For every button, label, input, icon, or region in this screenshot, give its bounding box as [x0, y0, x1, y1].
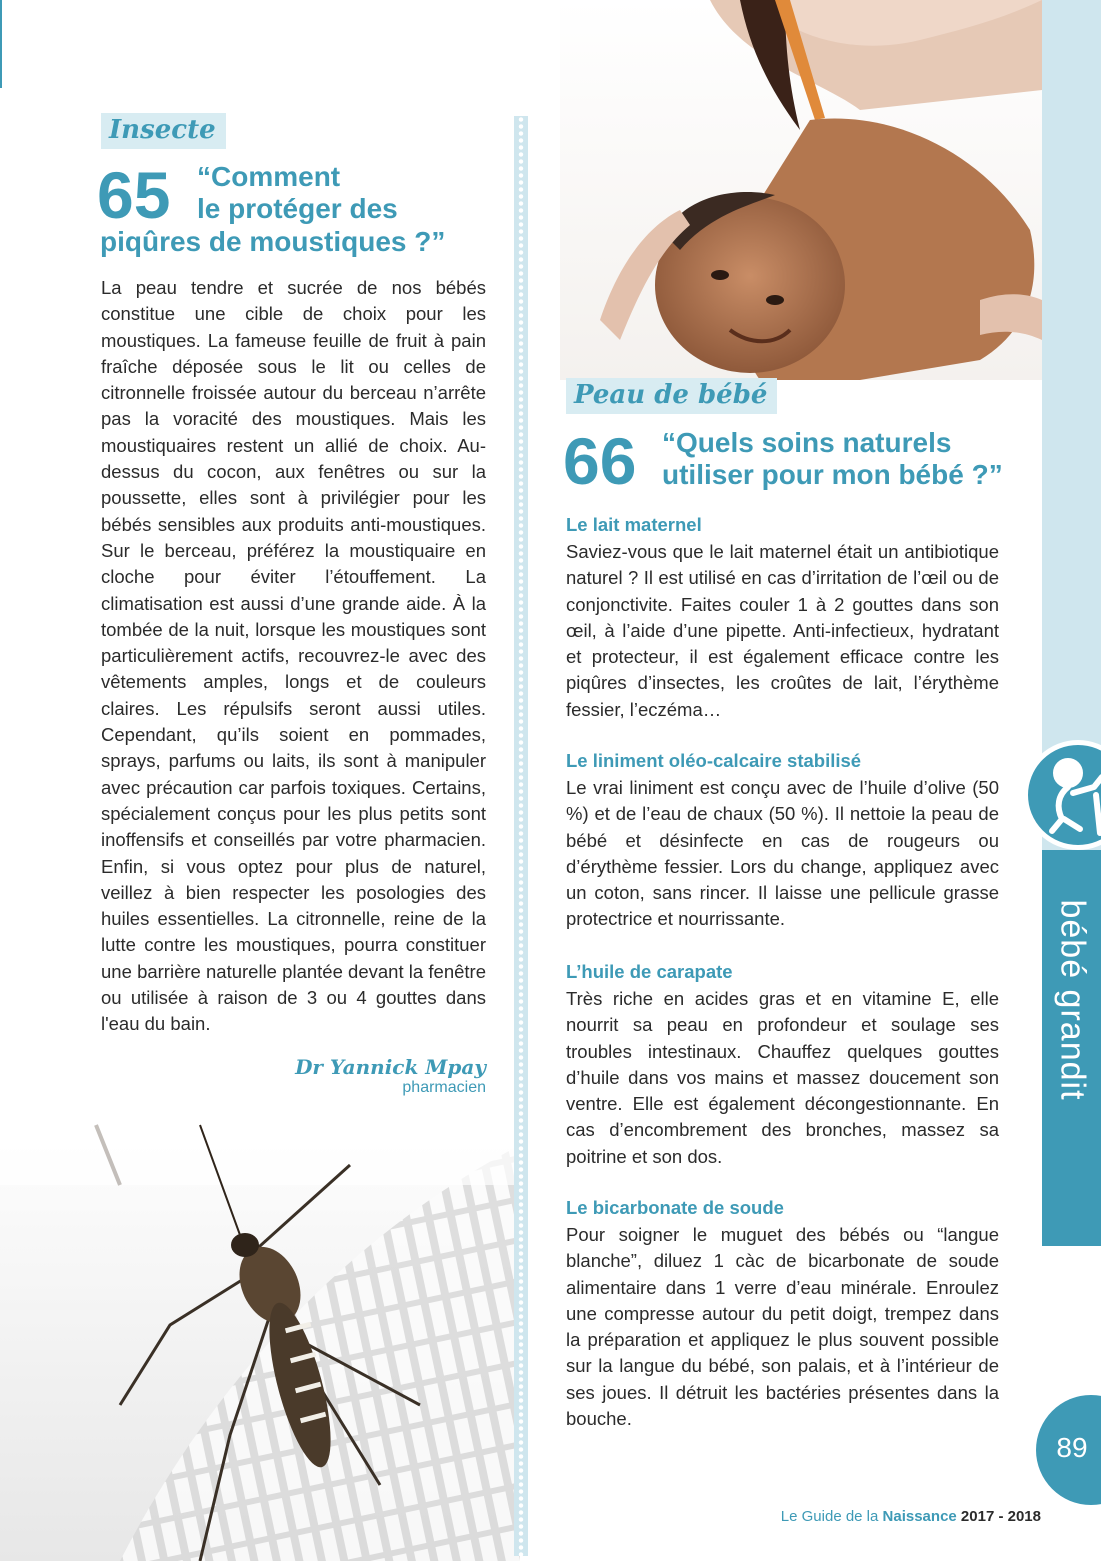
footer-prefix: Le Guide de la: [780, 1508, 879, 1525]
subheading-huile-carapate: L’huile de carapate: [566, 961, 733, 982]
question-66-title-line2: utiliser pour mon bébé ?”: [662, 459, 1003, 490]
question-number-66: 66: [563, 424, 637, 498]
section-tag-peau-de-bebe: Peau de bébé: [566, 378, 777, 414]
body-bicarbonate: Pour soigner le muguet des bébés ou “langue blanche”, diluez 1 càc de bicarbonate de soude alimentaire dans 1 verre d’eau minérale. Enroulez une compresse autour du petit doigt, trempez dans la préparation et appliquez le plus souvent possible sur la langue du bébé, son palais, et à l’intérieur de ses joues. Il détruit les bactéries présentes dans la bouche.: [566, 1224, 999, 1430]
corner-rule: [0, 0, 2, 88]
mosquito-photo: [0, 1105, 520, 1561]
body-liniment: Le vrai liniment est conçu avec de l’huile d’olive (50 %) et de l’eau de chaux (50 %). Il nettoie la peau de bébé et désinfecte en cas de rougeurs ou d’érythème fessier. Lors du change, appliquez avec un coton, sans rincer. Il laisse une pellicule grasse protectrice et nourrissante.: [566, 777, 999, 930]
baby-icon: [1023, 740, 1101, 850]
dotted-column-divider: [514, 116, 528, 1556]
footer: [781, 1508, 1041, 1525]
body-lait-maternel: Saviez-vous que le lait maternel était un antibiotique naturel ? Il est utilisé en cas d’irritation de l’œil ou de conjonctivite. Faites couler 1 à 2 gouttes dans son œil, à l’aide d’une pipette. Anti-infectieux, hydratant et protecteur, il est également efficace contre les piqûres d’insectes, les croûtes de lait, l’érythème fessier, l’eczéma…: [566, 541, 999, 720]
subheading-bicarbonate: Le bicarbonate de soude: [566, 1197, 784, 1218]
author-block: [270, 1055, 486, 1097]
question-65-body: La peau tendre et sucrée de nos bébés constitue une cible de choix pour les moustiques. La fameuse feuille de fruit à pain fraîche déposée sous le lit ou celles de citronnelle froissée autour du berceau n’arrête pas la voracité des moustiques. Mais les moustiquaires restent un allié de choix. Au-dessus du cocon, aux fenêtres ou sur la poussette, elles sont à privilégier pour les bébés sensibles aux produits anti-moustiques. Sur le berceau, préférez la moustiquaire en cloche pour éviter l’étouffement. La climatisation est aussi d’une grande aide. À la tombée de la nuit, lorsque les moustiques sont particulièrement actifs, recouvrez-le avec des vêtements amples, longs et de couleurs claires. Les répulsifs seront aussi utiles. Cependant, qu’ils soient en pommades, sprays, parfums ou laits, ils sont à manipuler avec précaution car parfois toxiques. Certains, spécialement conçus pour les plus petits sont inoffensifs et conseillés par votre pharmacien. Enfin, si vous optez pour plus de naturel, veillez à bien respecter les posologies des huiles essentielles. La citronnelle, reine de la lutte contre les moustiques, pourra constituer une barrière naturelle plantée devant la fenêtre ou utilisée à raison de 3 ou 4 gouttes dans l'eau du bain.: [101, 277, 486, 1035]
author-role: pharmacien: [402, 1079, 486, 1096]
question-66-title-line1: “Quels soins naturels: [662, 427, 952, 458]
page-number: 89: [1056, 1432, 1088, 1463]
mother-baby-photo: [560, 0, 1042, 380]
subheading-liniment: Le liniment oléo-calcaire stabilisé: [566, 750, 862, 771]
question-65-title-line2: le protéger des: [197, 193, 398, 224]
question-65-title-line3: piqûres de moustiques ?”: [100, 226, 446, 257]
footer-years: 2017 - 2018: [960, 1508, 1041, 1525]
question-65-title-line1: “Comment: [197, 161, 341, 192]
question-number-65: 65: [97, 158, 171, 232]
subheading-lait-maternel: Le lait maternel: [566, 514, 702, 535]
section-tag-insecte: Insecte: [101, 113, 226, 149]
footer-brand: Naissance: [882, 1508, 957, 1525]
author-name: Dr Yannick Mpay: [295, 1055, 486, 1079]
body-huile-carapate: Très riche en acides gras et en vitamine E, elle nourrit sa peau en profondeur et soulage ses troubles intestinaux. Chauffez quelques gouttes d’huile dans vos mains et massez doucement son ventre. Elle est également décongestionnante. En cas d’encombrement des bronches, massez sa poitrine et son dos.: [566, 988, 999, 1167]
section-side-label: bébé grandit: [1053, 899, 1092, 1101]
